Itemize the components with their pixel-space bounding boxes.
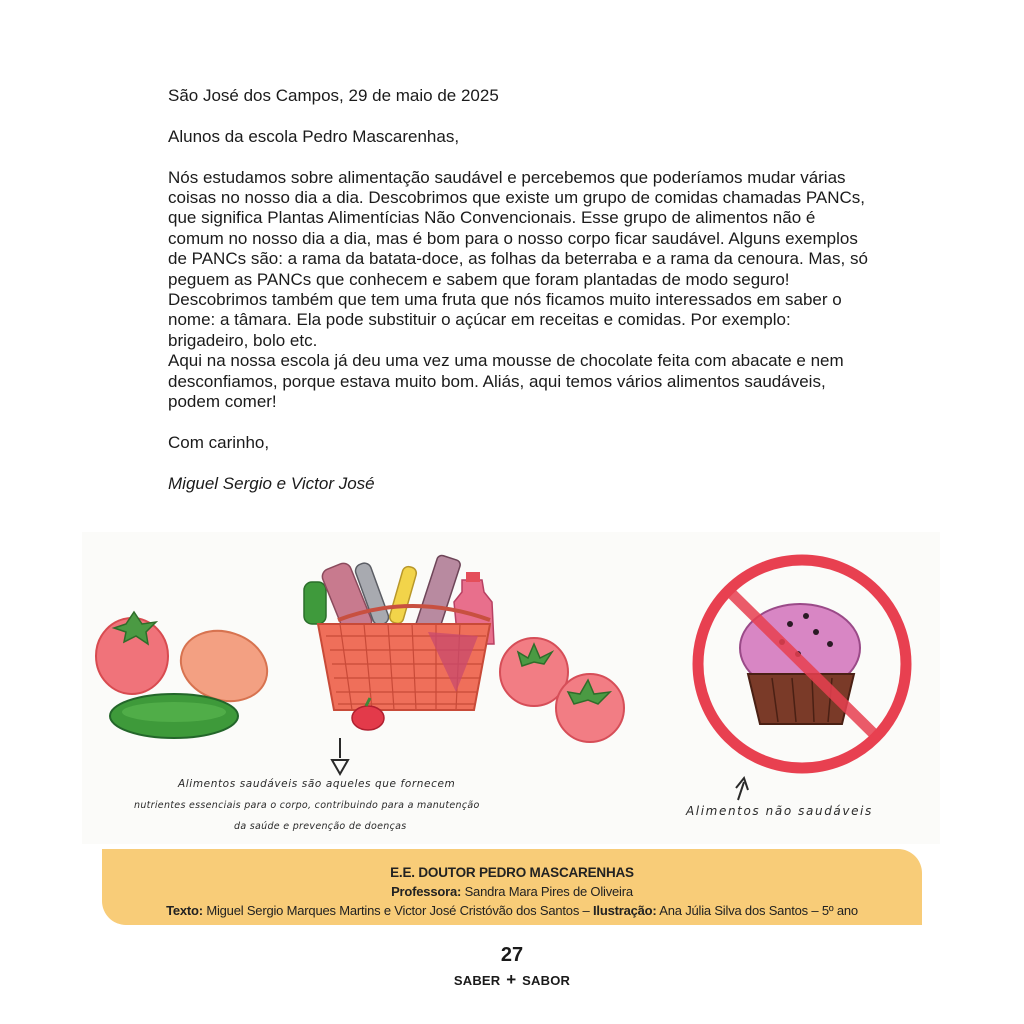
brand-left: SABER [453, 973, 501, 988]
arrow-up-icon [736, 778, 748, 800]
tomatoes-drawing [500, 638, 624, 742]
healthy-caption-line-3: da saúde e prevenção de doenças [234, 821, 407, 832]
letter-paragraph-2: Descobrimos também que tem uma fruta que nós ficamos muito interessados em saber o nome: a tâmara. Ela pode substituir o açúcar em receitas e comidas. Por exemplo: brigadeiro, bolo etc. [168, 290, 842, 350]
unhealthy-caption: Alimentos não saudáveis [686, 804, 873, 818]
healthy-caption-line-2: nutrientes essenciais para o corpo, contribuindo para a manutenção [134, 800, 480, 811]
page-number: 27 [500, 944, 524, 966]
arrow-down-icon [332, 738, 348, 774]
letter-paragraph-3: Aqui na nossa escola já deu uma vez uma mousse de chocolate feita com abacate e nem desconfiamos, porque estava muito bom. Aliás, aqui temos vários alimentos saudáveis, podem comer! [168, 351, 844, 412]
letter-body [168, 86, 868, 494]
teacher-credit [102, 882, 922, 901]
student-drawing [82, 532, 940, 844]
drawing-art [82, 532, 940, 844]
healthy-caption-line-1: Alimentos saudáveis são aqueles que fornecem [178, 778, 456, 790]
teacher-label: Professora: [391, 884, 462, 899]
letter-salutation: Alunos da escola Pedro Mascarenhas, [168, 126, 460, 146]
no-muffin-sign-drawing [698, 560, 906, 768]
illustrator-name: Ana Júlia Silva dos Santos – 5º ano [659, 903, 858, 918]
text-label: Texto: [166, 903, 203, 918]
food-basket-drawing [304, 554, 494, 730]
authors-credit [102, 901, 922, 920]
letter-closing: Com carinho, [168, 432, 270, 452]
school-name: E.E. DOUTOR PEDRO MASCARENHAS [390, 865, 634, 880]
plus-icon: + [506, 970, 517, 989]
illustration-label: Ilustração: [593, 903, 657, 918]
credits-box [102, 849, 922, 925]
brand-right: SABOR [522, 973, 571, 988]
letter-signature: Miguel Sergio e Victor José [168, 473, 375, 493]
text-authors: Miguel Sergio Marques Martins e Victor José Cristóvão dos Santos – [206, 903, 590, 918]
letter-date: São José dos Campos, 29 de maio de 2025 [168, 86, 499, 105]
healthy-vegetables-drawing [96, 612, 276, 738]
publication-brand [0, 970, 1024, 990]
teacher-name: Sandra Mara Pires de Oliveira [464, 884, 633, 899]
letter-paragraph-1: Nós estudamos sobre alimentação saudável e percebemos que poderíamos mudar várias coisas no nosso dia a dia. Descobrimos que existe um grupo de comidas chamadas PANCs, que significa Plantas Alimentícias Não Convencionais. Esse grupo de alimentos não é comum no nosso dia a dia, mas é bom para o nosso corpo ficar saudável. Alguns exemplos de PANCs são: a rama da batata-doce, as folhas da beterraba e a rama da cenoura. Mas, só peguem as PANCs que conhecem e sabem que foram plantadas de modo seguro! [168, 167, 868, 289]
